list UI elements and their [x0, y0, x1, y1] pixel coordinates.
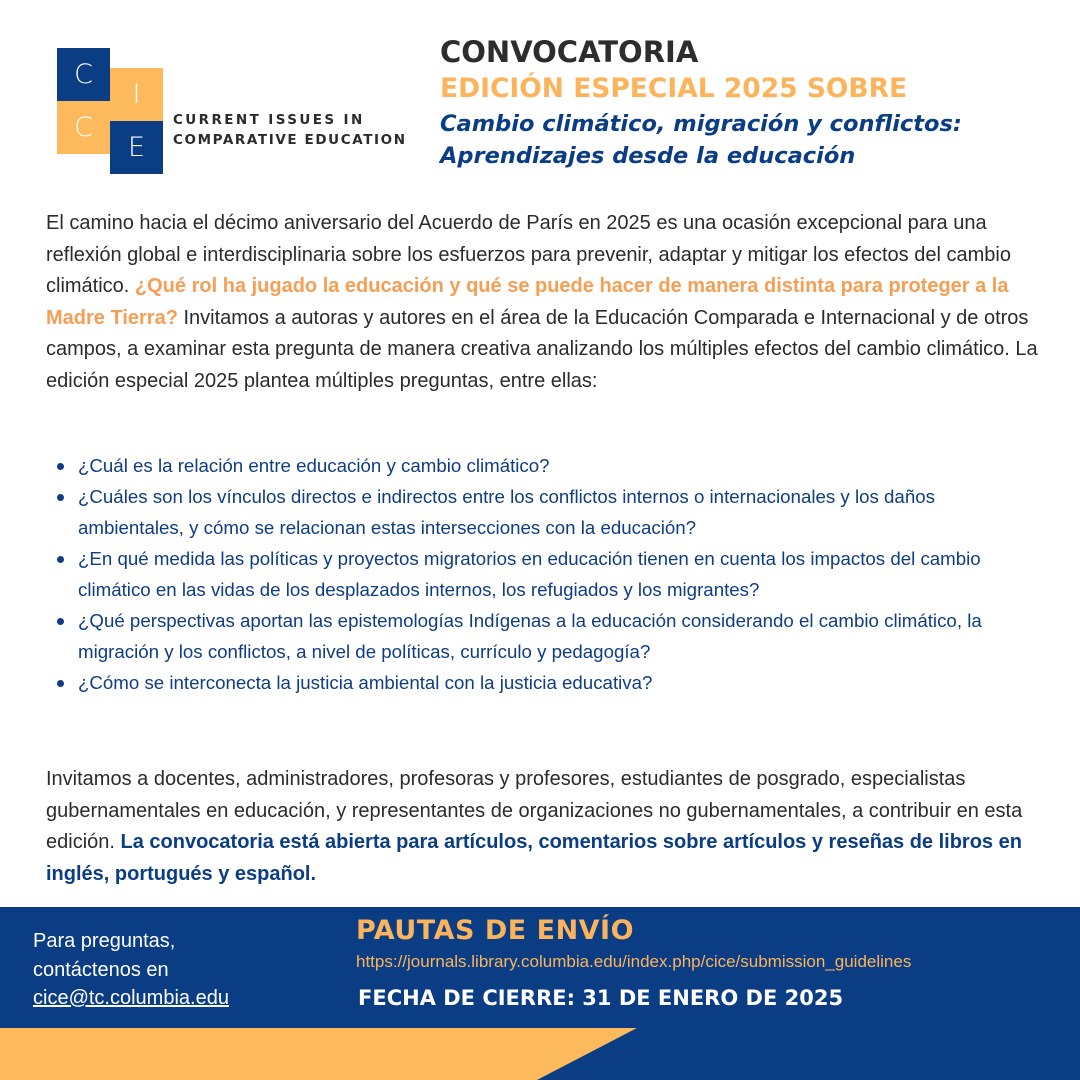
deadline-text: FECHA DE CIERRE: 31 DE ENERO DE 2025	[358, 986, 844, 1010]
closing-text: Invitamos a docentes, administradores, profesoras y profesores, estudiantes de posgrado, especialistas gubernamentales en educación, y representantes de organizaciones no gubernamentales, a contribuir en esta edición.	[46, 768, 1023, 853]
contact-email-link[interactable]: cice@tc.columbia.edu	[33, 987, 229, 1009]
logo-square-e: E	[110, 121, 163, 174]
question-item: ¿Cuál es la relación entre educación y cambio climático?	[48, 450, 1038, 481]
yellow-wedge-shape	[0, 1028, 637, 1080]
logo-square-c1: C	[57, 48, 110, 101]
logo-square-i: I	[110, 68, 163, 121]
contact-line1: Para preguntas,	[33, 930, 176, 952]
questions-list	[48, 450, 1038, 698]
logo-text-line2: COMPARATIVE EDUCATION	[173, 132, 407, 148]
guidelines-title: PAUTAS DE ENVÍO	[356, 915, 635, 946]
closing-highlight: La convocatoria está abierta para artículos, comentarios sobre artículos y reseñas de libros en inglés, portugués y español.	[46, 831, 1022, 885]
intro-paragraph	[46, 208, 1046, 397]
closing-paragraph	[46, 764, 1046, 890]
question-item: ¿Cómo se interconecta la justicia ambiental con la justicia educativa?	[48, 667, 1038, 698]
header	[440, 34, 1060, 172]
intro-highlight: ¿Qué rol ha jugado la educación y qué se puede hacer de manera distinta para proteger a la Madre Tierra?	[46, 275, 1009, 329]
question-item: ¿Qué perspectivas aportan las epistemologías Indígenas a la educación considerando el cambio climático, la migración y los conflictos, a nivel de políticas, currículo y pedagogía?	[48, 605, 1038, 667]
contact-line2: contáctenos en	[33, 958, 169, 981]
subtitle-line2: Aprendizajes desde la educación	[440, 143, 856, 169]
page-title: CONVOCATORIA	[440, 35, 699, 69]
intro-text-1: El camino hacia el décimo aniversario del Acuerdo de París en 2025 es una ocasión excepcional para una reflexión global e interdisciplinaria sobre los esfuerzos para prevenir, adaptar y mitigar los efectos del cambio climático.	[46, 212, 1011, 297]
question-item: ¿Cuáles son los vínculos directos e indirectos entre los conflictos internos o internacionales y los daños ambientales, y cómo se relacionan estas intersecciones con la educación?	[48, 481, 1038, 543]
edition-title: EDICIÓN ESPECIAL 2025 SOBRE	[440, 73, 908, 104]
intro-text-2: Invitamos a autoras y autores en el área de la Educación Comparada e Internacional y de otros campos, a examinar esta pregunta de manera creativa analizando los múltiples efectos del cambio climático. La edición especial 2025 plantea múltiples preguntas, entre ellas:	[46, 306, 1038, 392]
logo-wordmark	[173, 110, 407, 150]
contact-block	[33, 927, 323, 1013]
cice-logo	[57, 48, 427, 174]
guidelines-url-link[interactable]: https://journals.library.columbia.edu/index.php/cice/submission_guidelines	[356, 952, 912, 971]
logo-text-line1: CURRENT ISSUES IN	[173, 112, 365, 128]
subtitle-line1: Cambio climático, migración y conflictos:	[440, 111, 962, 137]
footer-band	[0, 907, 1080, 1080]
logo-square-c2: C	[57, 101, 110, 154]
question-item: ¿En qué medida las políticas y proyectos migratorios en educación tienen en cuenta los impactos del cambio climático en las vidas de los desplazados internos, los refugiados y los migrantes?	[48, 543, 1038, 605]
